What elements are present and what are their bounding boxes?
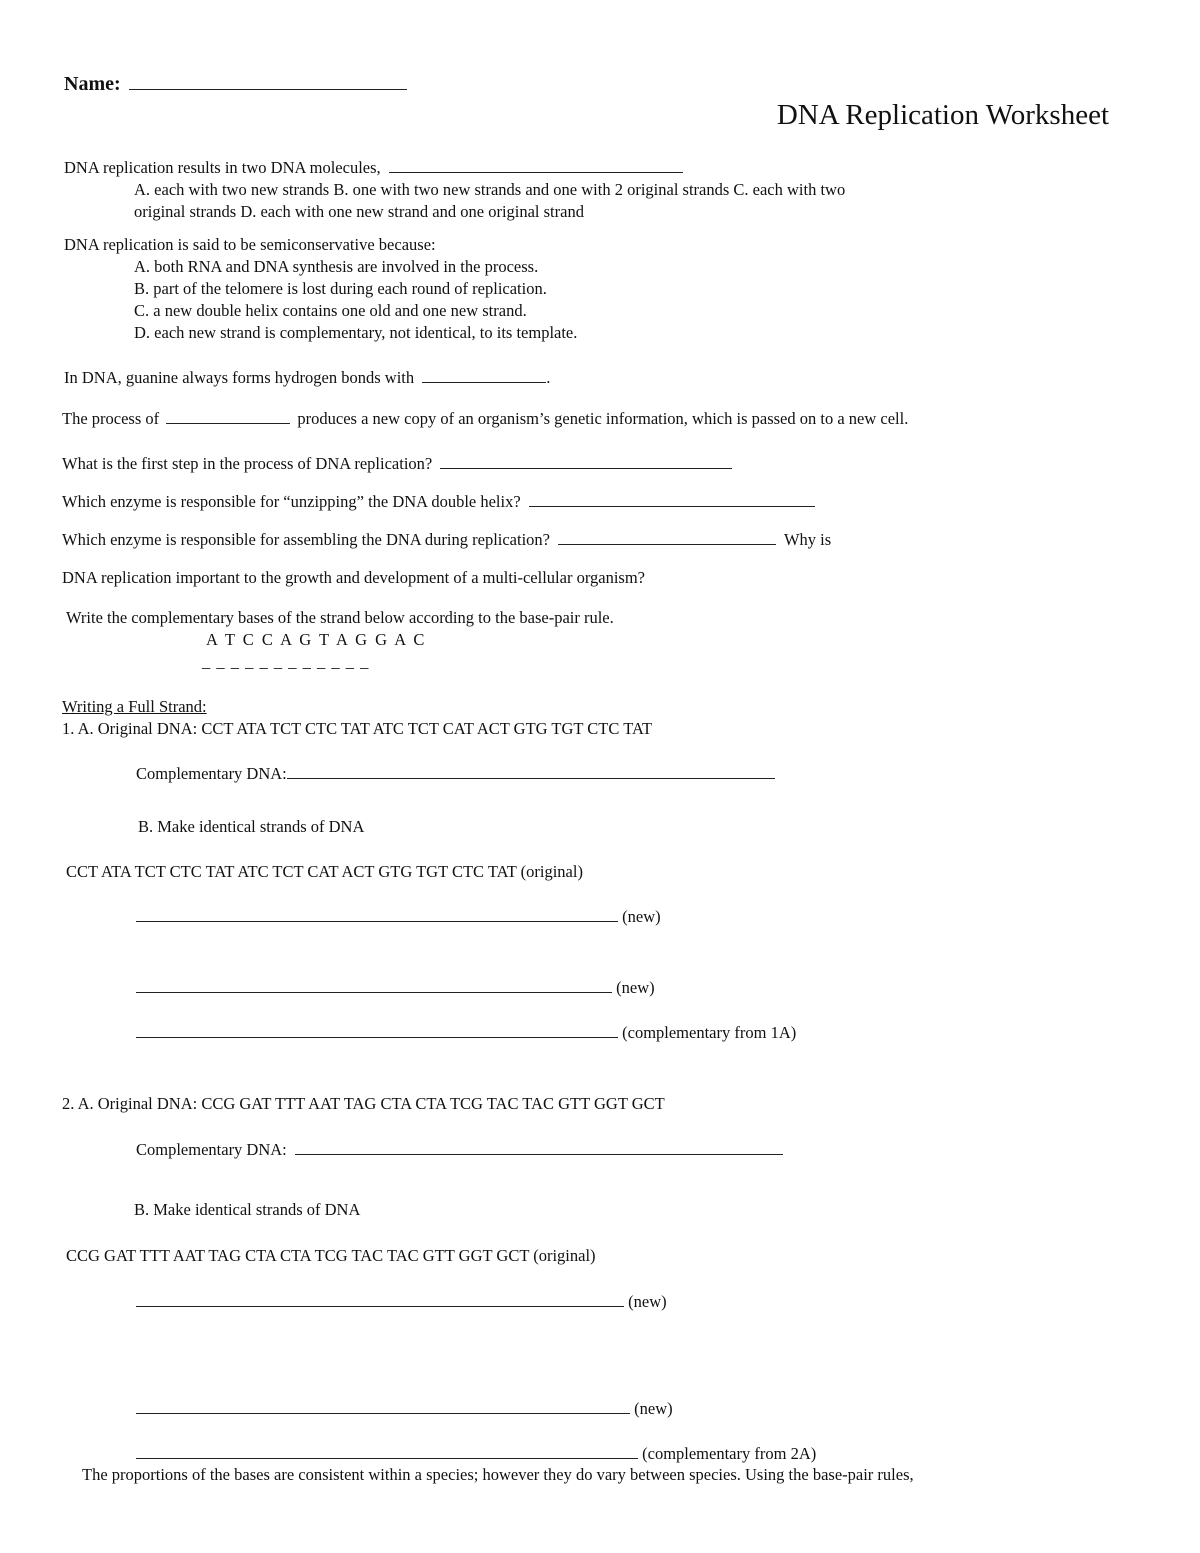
question-1-choices-line-1: A. each with two new strands B. one with two new strands and one with 2 original strands C. each with two — [134, 180, 846, 199]
question-2-choice-d: D. each new strand is complementary, not identical, to its template. — [134, 323, 578, 342]
question-1 — [64, 158, 683, 178]
question-3 — [64, 368, 550, 388]
problem-1-comp-blank[interactable] — [136, 1036, 618, 1038]
section-heading: Writing a Full Strand: — [62, 697, 207, 716]
question-8-text: Write the complementary bases of the strand below according to the base-pair rule. — [66, 608, 614, 627]
question-7-why-is: Why is — [783, 530, 832, 549]
problem-1-complementary-label: Complementary DNA: — [136, 764, 287, 783]
question-4-answer-blank[interactable] — [166, 422, 290, 424]
footer-paragraph: The proportions of the bases are consistent within a species; however they do vary between species. Using the base-pair rules, — [82, 1465, 914, 1484]
problem-2-complementary — [136, 1140, 783, 1160]
problem-1-complementary-blank[interactable] — [287, 777, 775, 779]
problem-2-new-1 — [136, 1292, 667, 1312]
problem-1-comp — [136, 1023, 796, 1043]
question-4 — [62, 409, 908, 429]
question-3-text: In DNA, guanine always forms hydrogen bonds with — [64, 368, 415, 387]
problem-1-new-2-label: (new) — [616, 978, 655, 997]
problem-2-new-2-blank[interactable] — [136, 1412, 630, 1414]
question-3-period: . — [546, 368, 551, 387]
problem-2-new-2 — [136, 1399, 673, 1419]
problem-2-identical-label: B. Make identical strands of DNA — [134, 1200, 361, 1219]
problem-1-new-1-blank[interactable] — [136, 920, 618, 922]
question-7-answer-blank[interactable] — [558, 543, 776, 545]
name-field[interactable] — [129, 88, 407, 90]
question-3-answer-blank[interactable] — [422, 381, 546, 383]
question-2-choice-c: C. a new double helix contains one old and one new strand. — [134, 301, 527, 320]
problem-2-complementary-blank[interactable] — [295, 1153, 783, 1155]
base-strand: A T C C A G T A G G A C — [206, 630, 427, 649]
question-1-answer-blank[interactable] — [389, 171, 683, 173]
problem-2-new-2-label: (new) — [634, 1399, 673, 1418]
problem-2-comp-label: (complementary from 2A) — [642, 1444, 817, 1463]
question-1-choices-line-2: original strands D. each with one new strand and one original strand — [134, 202, 584, 221]
problem-2-new-1-label: (new) — [628, 1292, 667, 1311]
problem-2-complementary-label: Complementary DNA: — [136, 1140, 287, 1159]
problem-2-original-line: CCG GAT TTT AAT TAG CTA CTA TCG TAC TAC GTT GGT GCT (original) — [66, 1246, 596, 1265]
problem-1-original: 1. A. Original DNA: CCT ATA TCT CTC TAT ATC TCT CAT ACT GTG TGT CTC TAT — [62, 719, 653, 738]
problem-2-comp-blank[interactable] — [136, 1457, 638, 1459]
question-7 — [62, 530, 831, 550]
name-label: Name: — [64, 73, 121, 95]
name-row — [64, 72, 407, 96]
problem-1-new-2 — [136, 978, 655, 998]
problem-1-original-line: CCT ATA TCT CTC TAT ATC TCT CAT ACT GTG TGT CTC TAT (original) — [66, 862, 583, 881]
problem-1-identical-label: B. Make identical strands of DNA — [138, 817, 365, 836]
question-6-text: Which enzyme is responsible for “unzipping” the DNA double helix? — [62, 492, 521, 511]
question-7-line-2: DNA replication important to the growth and development of a multi-cellular organism? — [62, 568, 646, 587]
problem-2-comp — [136, 1444, 816, 1464]
question-6 — [62, 492, 815, 512]
question-4-text-after: produces a new copy of an organism’s genetic information, which is passed on to a new cell. — [297, 409, 909, 428]
question-5-text: What is the first step in the process of DNA replication? — [62, 454, 433, 473]
question-2-stem: DNA replication is said to be semiconservative because: — [64, 235, 436, 254]
question-6-answer-blank[interactable] — [529, 505, 815, 507]
question-5 — [62, 454, 732, 474]
question-5-answer-blank[interactable] — [440, 467, 732, 469]
question-1-stem: DNA replication results in two DNA molecules, — [64, 158, 381, 177]
problem-1-new-1-label: (new) — [622, 907, 661, 926]
question-4-text-before: The process of — [62, 409, 160, 428]
problem-2-new-1-blank[interactable] — [136, 1305, 624, 1307]
problem-1-comp-label: (complementary from 1A) — [622, 1023, 797, 1042]
problem-1-new-1 — [136, 907, 661, 927]
question-7-text: Which enzyme is responsible for assembling the DNA during replication? — [62, 530, 550, 549]
question-2-choice-b: B. part of the telomere is lost during each round of replication. — [134, 279, 547, 298]
page-title: DNA Replication Worksheet — [776, 99, 1109, 131]
question-2-choice-a: A. both RNA and DNA synthesis are involved in the process. — [134, 257, 539, 276]
problem-1-complementary — [136, 764, 775, 784]
problem-2-original: 2. A. Original DNA: CCG GAT TTT AAT TAG CTA CTA TCG TAC TAC GTT GGT GCT — [62, 1094, 665, 1113]
base-strand-blanks[interactable]: _ _ _ _ _ _ _ _ _ _ _ _ — [202, 652, 370, 671]
problem-1-new-2-blank[interactable] — [136, 991, 612, 993]
